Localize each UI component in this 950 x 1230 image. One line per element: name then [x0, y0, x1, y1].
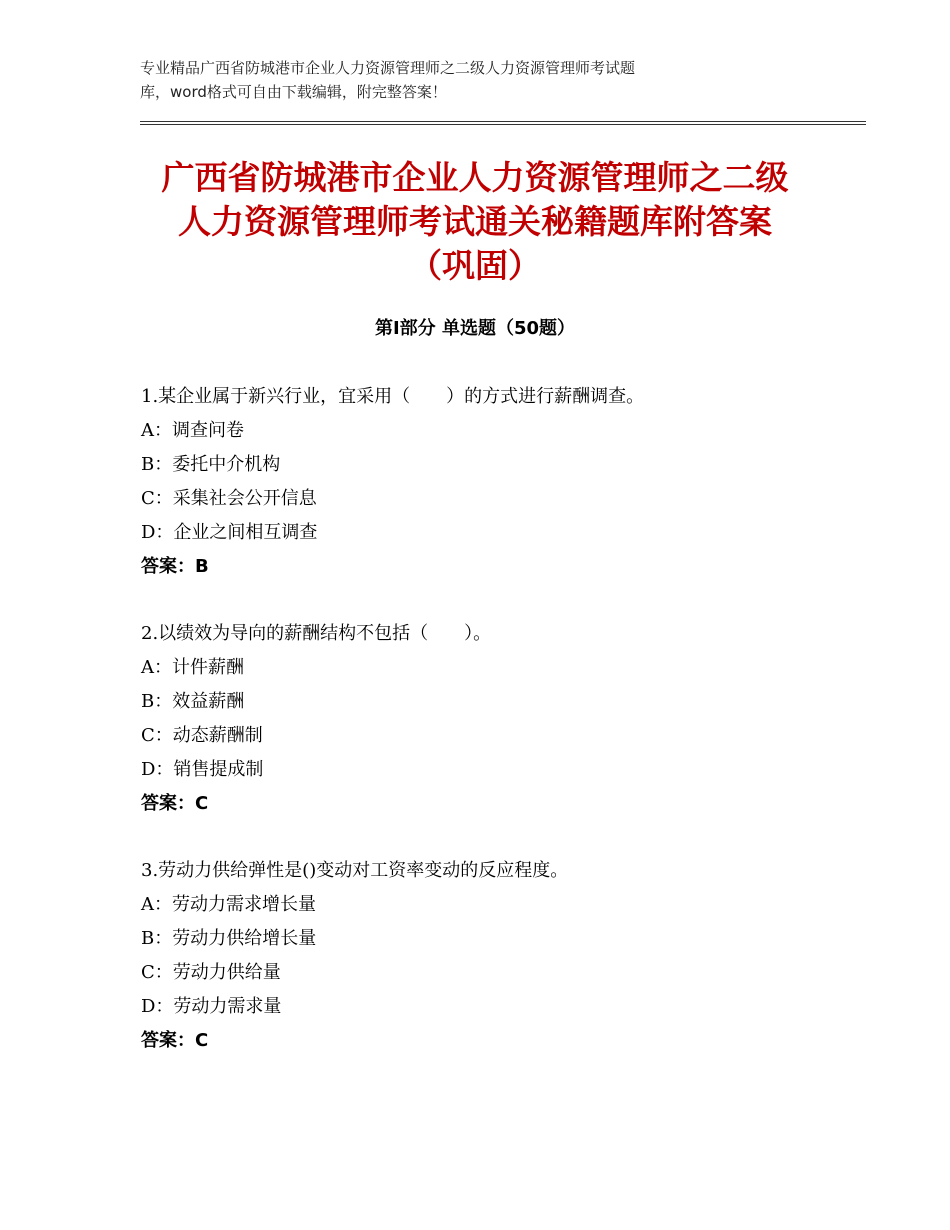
option-c: C：采集社会公开信息 — [141, 488, 317, 509]
answer-line — [141, 550, 841, 584]
option-c: C：动态薪酬制 — [141, 725, 263, 746]
question-stem: 3.劳动力供给弹性是()变动对工资率变动的反应程度。 — [141, 860, 569, 881]
answer-label: 答案： — [141, 1030, 195, 1051]
section-heading: 第Ⅰ部分 单选题（50题） — [374, 318, 575, 339]
answer-value: C — [195, 793, 209, 814]
header-note — [140, 56, 820, 104]
header-divider — [140, 121, 866, 125]
option-b: B：劳动力供给增长量 — [141, 928, 317, 949]
document-title-line-3: （巩固） — [409, 246, 541, 285]
option-b: B：效益薪酬 — [141, 691, 245, 712]
document-title-line-1: 广西省防城港市企业人力资源管理师之二级 — [161, 158, 789, 197]
option-d: D：企业之间相互调查 — [141, 522, 318, 543]
option-a: A：计件薪酬 — [141, 657, 244, 678]
answer-label: 答案： — [141, 793, 195, 814]
option-a: A：劳动力需求增长量 — [141, 894, 316, 915]
header-note-line-1: 专业精品广西省防城港市企业人力资源管理师之二级人力资源管理师考试题 — [140, 59, 636, 77]
question-stem: 2.以绩效为导向的薪酬结构不包括（ ）。 — [141, 623, 492, 644]
question-2 — [141, 617, 841, 821]
answer-value: C — [195, 1030, 209, 1051]
option-c: C：劳动力供给量 — [141, 962, 281, 983]
option-d: D：销售提成制 — [141, 759, 264, 780]
answer-line — [141, 1024, 841, 1058]
answer-label: 答案： — [141, 556, 195, 577]
option-a: A：调查问卷 — [141, 420, 244, 441]
option-d: D：劳动力需求量 — [141, 996, 282, 1017]
question-1 — [141, 380, 841, 584]
question-list — [141, 380, 841, 1091]
question-stem: 1.某企业属于新兴行业，宜采用（ ）的方式进行薪酬调查。 — [141, 386, 645, 407]
answer-value: B — [195, 556, 209, 577]
document-title — [100, 156, 850, 288]
header-note-line-2: 库，word格式可自由下载编辑，附完整答案！ — [140, 83, 447, 101]
answer-line — [141, 787, 841, 821]
question-3 — [141, 854, 841, 1058]
document-title-line-2: 人力资源管理师考试通关秘籍题库附答案 — [178, 202, 772, 241]
option-b: B：委托中介机构 — [141, 454, 281, 475]
